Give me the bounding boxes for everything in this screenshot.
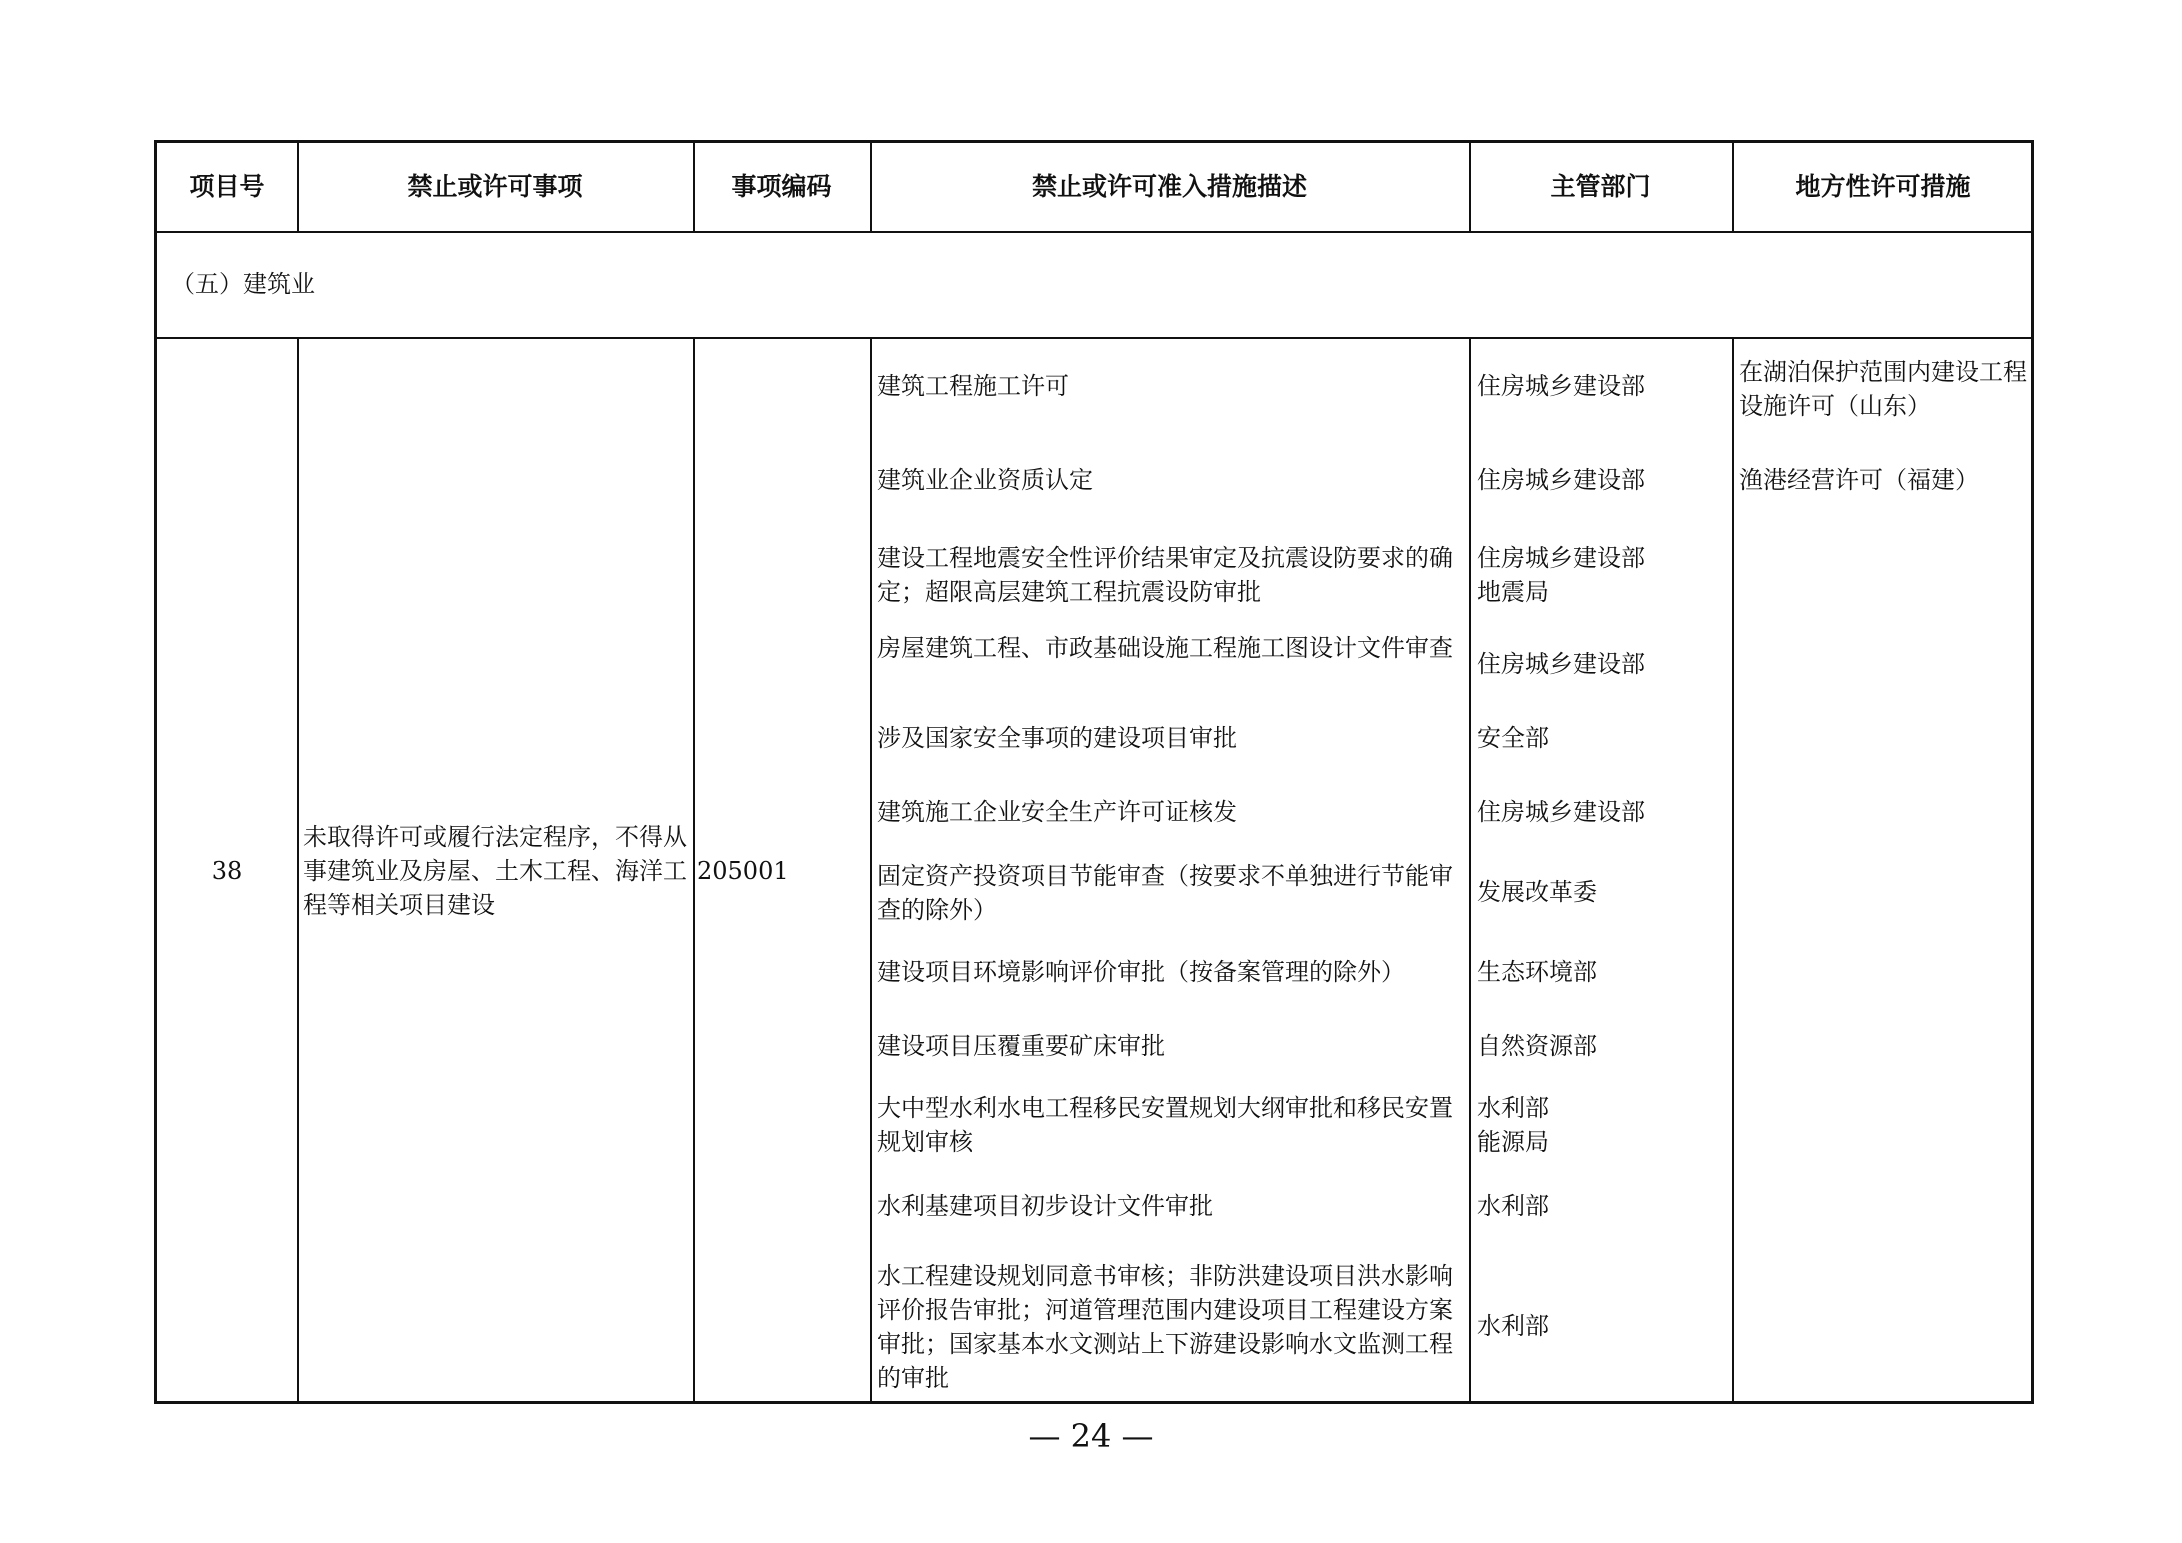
section-row xyxy=(157,233,2031,337)
measure-dept: 水利部 xyxy=(1477,1192,1549,1220)
measure-desc: 房屋建筑工程、市政基础设施工程施工图设计文件审查 xyxy=(877,634,1453,662)
measure-dept: 住房城乡建设部 xyxy=(1477,466,1645,494)
measure-dept: 水利部 xyxy=(1477,1312,1549,1340)
measure-desc: 固定资产投资项目节能审查（按要求不单独进行节能审查的除外） xyxy=(877,862,1453,924)
header-description: 禁止或许可准入措施描述 xyxy=(1031,172,1307,201)
item-code-text: 205001 xyxy=(697,857,789,885)
header-local-measures: 地方性许可措施 xyxy=(1795,172,1971,201)
measure-dept: 自然资源部 xyxy=(1477,1032,1597,1060)
measure-dept: 住房城乡建设部 xyxy=(1477,372,1645,400)
measure-dept: 生态环境部 xyxy=(1477,958,1597,986)
header-department: 主管部门 xyxy=(1550,172,1651,201)
item-matter xyxy=(303,339,689,1403)
measure-desc: 水工程建设规划同意书审核；非防洪建设项目洪水影响评价报告审批；河道管理范围内建设项目工程建设方案审批；国家基本水文测站上下游建设影响水文监测工程的审批 xyxy=(877,1262,1453,1392)
item-number-text: 38 xyxy=(211,857,243,885)
header-item-number: 项目号 xyxy=(189,172,265,201)
section-title: （五）建筑业 xyxy=(171,270,315,298)
measure-desc: 建设项目压覆重要矿床审批 xyxy=(877,1032,1165,1060)
page-number: — 24 — xyxy=(1028,1417,1154,1455)
measure-dept: 住房城乡建设部 xyxy=(1477,798,1645,826)
measure-dept: 住房城乡建设部 xyxy=(1477,650,1645,678)
measure-desc: 建设工程地震安全性评价结果审定及抗震设防要求的确定；超限高层建筑工程抗震设防审批 xyxy=(877,544,1453,606)
measure-dept: 安全部 xyxy=(1477,724,1549,752)
measure-dept: 住房城乡建设部 地震局 xyxy=(1477,544,1645,606)
measure-desc: 建筑施工企业安全生产许可证核发 xyxy=(877,798,1237,826)
measure-desc: 水利基建项目初步设计文件审批 xyxy=(877,1192,1213,1220)
local-measure: 在湖泊保护范围内建设工程设施许可（山东） xyxy=(1739,358,2027,420)
header-code: 事项编码 xyxy=(731,172,832,201)
item-number xyxy=(157,339,297,1403)
measure-desc: 建筑工程施工许可 xyxy=(877,372,1069,400)
measure-desc: 涉及国家安全事项的建设项目审批 xyxy=(877,724,1237,752)
measure-desc: 建设项目环境影响评价审批（按备案管理的除外） xyxy=(877,958,1405,986)
permit-table xyxy=(154,140,2034,1404)
measure-desc: 大中型水利水电工程移民安置规划大纲审批和移民安置规划审核 xyxy=(877,1094,1453,1156)
measure-desc: 建筑业企业资质认定 xyxy=(877,466,1093,494)
measure-dept: 发展改革委 xyxy=(1477,878,1597,906)
item-matter-text: 未取得许可或履行法定程序，不得从事建筑业及房屋、土木工程、海洋工程等相关项目建设 xyxy=(303,823,687,919)
header-matter: 禁止或许可事项 xyxy=(407,172,583,201)
measure-dept: 水利部 能源局 xyxy=(1477,1094,1549,1156)
item-code xyxy=(697,339,867,1403)
local-measure: 渔港经营许可（福建） xyxy=(1739,466,1979,494)
